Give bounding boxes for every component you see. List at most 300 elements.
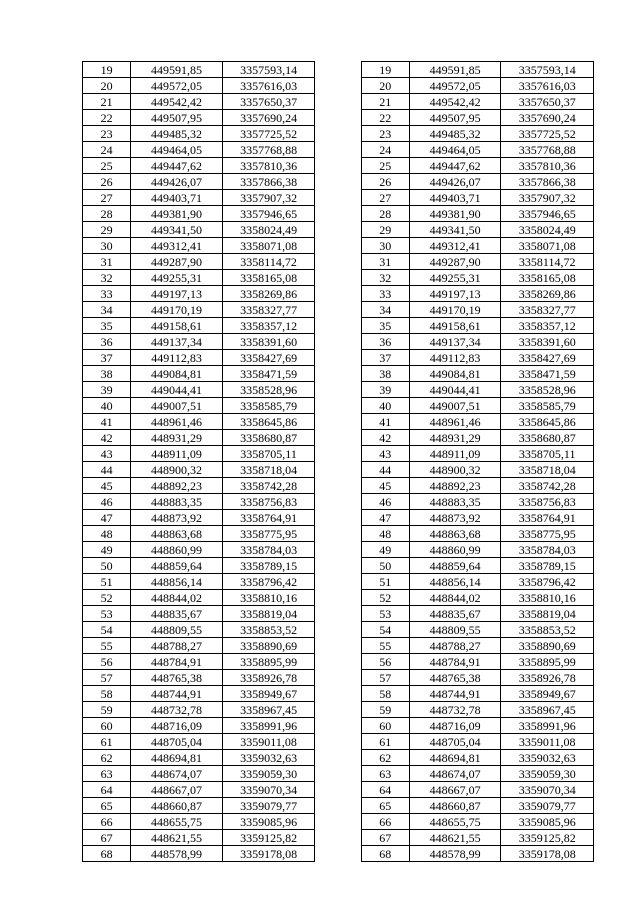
table-row (83, 222, 594, 238)
table-row (83, 478, 594, 494)
left-x-coordinate-cell: 448788,27 (131, 638, 223, 654)
left-point-number-cell: 39 (83, 382, 131, 398)
right-y-coordinate-cell: 3358024,49 (501, 222, 594, 238)
right-x-coordinate-cell: 449007,51 (409, 398, 501, 414)
left-point-number-cell: 51 (83, 574, 131, 590)
right-x-coordinate-cell: 448784,91 (409, 654, 501, 670)
table-row (83, 622, 594, 638)
right-y-coordinate-cell: 3358705,11 (501, 446, 594, 462)
right-x-coordinate-cell: 449485,32 (409, 126, 501, 142)
right-x-coordinate-cell: 449197,13 (409, 286, 501, 302)
left-x-coordinate-cell: 448873,92 (131, 510, 223, 526)
left-x-coordinate-cell: 448667,07 (131, 782, 223, 798)
left-y-coordinate-cell: 3358427,69 (222, 350, 315, 366)
right-x-coordinate-cell: 448931,29 (409, 430, 501, 446)
right-y-coordinate-cell: 3358926,78 (501, 670, 594, 686)
left-point-number-cell: 30 (83, 238, 131, 254)
column-gap (315, 286, 361, 302)
right-x-coordinate-cell: 448621,55 (409, 830, 501, 846)
table-row (83, 270, 594, 286)
left-x-coordinate-cell: 448621,55 (131, 830, 223, 846)
right-point-number-cell: 40 (361, 398, 409, 414)
table-row (83, 318, 594, 334)
column-gap (315, 494, 361, 510)
table-row (83, 814, 594, 830)
right-y-coordinate-cell: 3358949,67 (501, 686, 594, 702)
column-gap (315, 478, 361, 494)
right-x-coordinate-cell: 449170,19 (409, 302, 501, 318)
left-point-number-cell: 29 (83, 222, 131, 238)
left-y-coordinate-cell: 3357690,24 (222, 110, 315, 126)
left-y-coordinate-cell: 3359059,30 (222, 766, 315, 782)
column-gap (315, 526, 361, 542)
column-gap (315, 430, 361, 446)
column-gap (315, 318, 361, 334)
left-point-number-cell: 59 (83, 702, 131, 718)
column-gap (315, 302, 361, 318)
left-point-number-cell: 42 (83, 430, 131, 446)
right-x-coordinate-cell: 448961,46 (409, 414, 501, 430)
left-point-number-cell: 64 (83, 782, 131, 798)
table-row (83, 382, 594, 398)
table-row (83, 62, 594, 78)
left-y-coordinate-cell: 3359079,77 (222, 798, 315, 814)
right-y-coordinate-cell: 3357593,14 (501, 62, 594, 78)
left-point-number-cell: 56 (83, 654, 131, 670)
left-x-coordinate-cell: 449341,50 (131, 222, 223, 238)
column-gap (315, 206, 361, 222)
left-point-number-cell: 62 (83, 750, 131, 766)
table-row (83, 686, 594, 702)
column-gap (315, 670, 361, 686)
column-gap (315, 686, 361, 702)
table-row (83, 830, 594, 846)
right-point-number-cell: 64 (361, 782, 409, 798)
right-x-coordinate-cell: 449341,50 (409, 222, 501, 238)
right-point-number-cell: 35 (361, 318, 409, 334)
right-y-coordinate-cell: 3358585,79 (501, 398, 594, 414)
right-y-coordinate-cell: 3358114,72 (501, 254, 594, 270)
right-x-coordinate-cell: 448674,07 (409, 766, 501, 782)
left-y-coordinate-cell: 3358796,42 (222, 574, 315, 590)
right-x-coordinate-cell: 448694,81 (409, 750, 501, 766)
right-x-coordinate-cell: 448873,92 (409, 510, 501, 526)
right-point-number-cell: 66 (361, 814, 409, 830)
right-x-coordinate-cell: 449507,95 (409, 110, 501, 126)
right-x-coordinate-cell: 449287,90 (409, 254, 501, 270)
right-y-coordinate-cell: 3358853,52 (501, 622, 594, 638)
right-x-coordinate-cell: 449137,34 (409, 334, 501, 350)
left-y-coordinate-cell: 3359085,96 (222, 814, 315, 830)
column-gap (315, 446, 361, 462)
right-y-coordinate-cell: 3357690,24 (501, 110, 594, 126)
left-point-number-cell: 27 (83, 190, 131, 206)
right-y-coordinate-cell: 3359085,96 (501, 814, 594, 830)
right-point-number-cell: 34 (361, 302, 409, 318)
left-y-coordinate-cell: 3358391,60 (222, 334, 315, 350)
right-point-number-cell: 23 (361, 126, 409, 142)
right-point-number-cell: 58 (361, 686, 409, 702)
table-row (83, 430, 594, 446)
left-x-coordinate-cell: 449084,81 (131, 366, 223, 382)
right-point-number-cell: 21 (361, 94, 409, 110)
left-point-number-cell: 19 (83, 62, 131, 78)
right-point-number-cell: 54 (361, 622, 409, 638)
column-gap (315, 334, 361, 350)
right-y-coordinate-cell: 3357725,52 (501, 126, 594, 142)
right-point-number-cell: 39 (361, 382, 409, 398)
right-point-number-cell: 46 (361, 494, 409, 510)
right-point-number-cell: 38 (361, 366, 409, 382)
right-y-coordinate-cell: 3359032,63 (501, 750, 594, 766)
left-y-coordinate-cell: 3358528,96 (222, 382, 315, 398)
right-y-coordinate-cell: 3358071,08 (501, 238, 594, 254)
left-point-number-cell: 24 (83, 142, 131, 158)
table-row (83, 142, 594, 158)
right-point-number-cell: 26 (361, 174, 409, 190)
left-point-number-cell: 43 (83, 446, 131, 462)
right-x-coordinate-cell: 448863,68 (409, 526, 501, 542)
column-gap (315, 542, 361, 558)
left-x-coordinate-cell: 448716,09 (131, 718, 223, 734)
left-y-coordinate-cell: 3358718,04 (222, 462, 315, 478)
right-y-coordinate-cell: 3358991,96 (501, 718, 594, 734)
right-y-coordinate-cell: 3358775,95 (501, 526, 594, 542)
left-x-coordinate-cell: 449170,19 (131, 302, 223, 318)
left-point-number-cell: 33 (83, 286, 131, 302)
column-gap (315, 270, 361, 286)
right-y-coordinate-cell: 3358165,08 (501, 270, 594, 286)
column-gap (315, 830, 361, 846)
table-row (83, 286, 594, 302)
column-gap (315, 718, 361, 734)
left-point-number-cell: 47 (83, 510, 131, 526)
table-row (83, 846, 594, 862)
left-x-coordinate-cell: 448900,32 (131, 462, 223, 478)
table-row (83, 174, 594, 190)
right-y-coordinate-cell: 3358764,91 (501, 510, 594, 526)
right-point-number-cell: 53 (361, 606, 409, 622)
left-y-coordinate-cell: 3358071,08 (222, 238, 315, 254)
left-x-coordinate-cell: 448961,46 (131, 414, 223, 430)
right-x-coordinate-cell: 448705,04 (409, 734, 501, 750)
right-x-coordinate-cell: 448900,32 (409, 462, 501, 478)
left-y-coordinate-cell: 3358853,52 (222, 622, 315, 638)
left-point-number-cell: 25 (83, 158, 131, 174)
right-x-coordinate-cell: 448744,91 (409, 686, 501, 702)
right-point-number-cell: 32 (361, 270, 409, 286)
table-row (83, 334, 594, 350)
table-row (83, 190, 594, 206)
table-row (83, 766, 594, 782)
column-gap (315, 254, 361, 270)
left-x-coordinate-cell: 448911,09 (131, 446, 223, 462)
left-x-coordinate-cell: 448694,81 (131, 750, 223, 766)
right-point-number-cell: 52 (361, 590, 409, 606)
right-point-number-cell: 48 (361, 526, 409, 542)
left-y-coordinate-cell: 3358967,45 (222, 702, 315, 718)
column-gap (315, 222, 361, 238)
left-point-number-cell: 20 (83, 78, 131, 94)
table-row (83, 526, 594, 542)
left-point-number-cell: 45 (83, 478, 131, 494)
left-point-number-cell: 65 (83, 798, 131, 814)
right-y-coordinate-cell: 3358784,03 (501, 542, 594, 558)
left-x-coordinate-cell: 448744,91 (131, 686, 223, 702)
right-y-coordinate-cell: 3357616,03 (501, 78, 594, 94)
right-y-coordinate-cell: 3358756,83 (501, 494, 594, 510)
left-x-coordinate-cell: 448765,38 (131, 670, 223, 686)
left-y-coordinate-cell: 3357650,37 (222, 94, 315, 110)
left-point-number-cell: 52 (83, 590, 131, 606)
right-point-number-cell: 37 (361, 350, 409, 366)
table-row (83, 414, 594, 430)
right-y-coordinate-cell: 3359079,77 (501, 798, 594, 814)
right-x-coordinate-cell: 448660,87 (409, 798, 501, 814)
right-y-coordinate-cell: 3358789,15 (501, 558, 594, 574)
right-x-coordinate-cell: 448835,67 (409, 606, 501, 622)
right-x-coordinate-cell: 449447,62 (409, 158, 501, 174)
left-y-coordinate-cell: 3358327,77 (222, 302, 315, 318)
right-x-coordinate-cell: 448892,23 (409, 478, 501, 494)
left-point-number-cell: 34 (83, 302, 131, 318)
left-y-coordinate-cell: 3357946,65 (222, 206, 315, 222)
left-y-coordinate-cell: 3358269,86 (222, 286, 315, 302)
left-x-coordinate-cell: 448655,75 (131, 814, 223, 830)
left-point-number-cell: 26 (83, 174, 131, 190)
left-x-coordinate-cell: 449044,41 (131, 382, 223, 398)
left-x-coordinate-cell: 448784,91 (131, 654, 223, 670)
left-y-coordinate-cell: 3358784,03 (222, 542, 315, 558)
left-x-coordinate-cell: 449112,83 (131, 350, 223, 366)
table-row (83, 158, 594, 174)
left-y-coordinate-cell: 3358585,79 (222, 398, 315, 414)
column-gap (315, 574, 361, 590)
left-x-coordinate-cell: 449507,95 (131, 110, 223, 126)
right-x-coordinate-cell: 448809,55 (409, 622, 501, 638)
left-y-coordinate-cell: 3357768,88 (222, 142, 315, 158)
table-row (83, 94, 594, 110)
right-x-coordinate-cell: 448883,35 (409, 494, 501, 510)
right-x-coordinate-cell: 448911,09 (409, 446, 501, 462)
right-point-number-cell: 28 (361, 206, 409, 222)
right-point-number-cell: 43 (361, 446, 409, 462)
left-x-coordinate-cell: 448674,07 (131, 766, 223, 782)
right-x-coordinate-cell: 448860,99 (409, 542, 501, 558)
left-y-coordinate-cell: 3358024,49 (222, 222, 315, 238)
left-y-coordinate-cell: 3359178,08 (222, 846, 315, 862)
right-point-number-cell: 49 (361, 542, 409, 558)
column-gap (315, 62, 361, 78)
left-x-coordinate-cell: 449137,34 (131, 334, 223, 350)
table-row (83, 462, 594, 478)
column-gap (315, 782, 361, 798)
table-row (83, 446, 594, 462)
right-point-number-cell: 45 (361, 478, 409, 494)
table-row (83, 510, 594, 526)
left-x-coordinate-cell: 448856,14 (131, 574, 223, 590)
right-y-coordinate-cell: 3358742,28 (501, 478, 594, 494)
left-x-coordinate-cell: 449572,05 (131, 78, 223, 94)
left-y-coordinate-cell: 3359011,08 (222, 734, 315, 750)
right-y-coordinate-cell: 3358391,60 (501, 334, 594, 350)
left-x-coordinate-cell: 449403,71 (131, 190, 223, 206)
table-row (83, 558, 594, 574)
left-y-coordinate-cell: 3357593,14 (222, 62, 315, 78)
left-x-coordinate-cell: 448859,64 (131, 558, 223, 574)
left-x-coordinate-cell: 448931,29 (131, 430, 223, 446)
right-x-coordinate-cell: 448844,02 (409, 590, 501, 606)
left-x-coordinate-cell: 448860,99 (131, 542, 223, 558)
left-y-coordinate-cell: 3358775,95 (222, 526, 315, 542)
left-point-number-cell: 57 (83, 670, 131, 686)
left-point-number-cell: 55 (83, 638, 131, 654)
left-point-number-cell: 32 (83, 270, 131, 286)
right-point-number-cell: 61 (361, 734, 409, 750)
left-x-coordinate-cell: 449287,90 (131, 254, 223, 270)
column-gap (315, 814, 361, 830)
column-gap (315, 174, 361, 190)
left-x-coordinate-cell: 448578,99 (131, 846, 223, 862)
right-y-coordinate-cell: 3358528,96 (501, 382, 594, 398)
right-point-number-cell: 33 (361, 286, 409, 302)
column-gap (315, 734, 361, 750)
left-x-coordinate-cell: 448705,04 (131, 734, 223, 750)
right-point-number-cell: 59 (361, 702, 409, 718)
right-point-number-cell: 22 (361, 110, 409, 126)
left-point-number-cell: 28 (83, 206, 131, 222)
left-point-number-cell: 53 (83, 606, 131, 622)
left-point-number-cell: 36 (83, 334, 131, 350)
left-point-number-cell: 44 (83, 462, 131, 478)
right-point-number-cell: 56 (361, 654, 409, 670)
column-gap (315, 94, 361, 110)
left-y-coordinate-cell: 3358819,04 (222, 606, 315, 622)
table-row (83, 366, 594, 382)
right-x-coordinate-cell: 449572,05 (409, 78, 501, 94)
right-point-number-cell: 67 (361, 830, 409, 846)
right-y-coordinate-cell: 3358327,77 (501, 302, 594, 318)
right-x-coordinate-cell: 448716,09 (409, 718, 501, 734)
left-y-coordinate-cell: 3359125,82 (222, 830, 315, 846)
left-y-coordinate-cell: 3357907,32 (222, 190, 315, 206)
table-row (83, 542, 594, 558)
table-row (83, 238, 594, 254)
table-row (83, 350, 594, 366)
table-row (83, 702, 594, 718)
left-x-coordinate-cell: 448863,68 (131, 526, 223, 542)
column-gap (315, 350, 361, 366)
column-gap (315, 622, 361, 638)
left-x-coordinate-cell: 449542,42 (131, 94, 223, 110)
left-y-coordinate-cell: 3358764,91 (222, 510, 315, 526)
left-point-number-cell: 22 (83, 110, 131, 126)
right-y-coordinate-cell: 3358796,42 (501, 574, 594, 590)
right-y-coordinate-cell: 3359070,34 (501, 782, 594, 798)
right-y-coordinate-cell: 3357907,32 (501, 190, 594, 206)
right-point-number-cell: 20 (361, 78, 409, 94)
left-point-number-cell: 48 (83, 526, 131, 542)
left-x-coordinate-cell: 448844,02 (131, 590, 223, 606)
table-row (83, 78, 594, 94)
right-y-coordinate-cell: 3359178,08 (501, 846, 594, 862)
left-point-number-cell: 61 (83, 734, 131, 750)
left-point-number-cell: 38 (83, 366, 131, 382)
right-y-coordinate-cell: 3357650,37 (501, 94, 594, 110)
right-x-coordinate-cell: 449426,07 (409, 174, 501, 190)
left-x-coordinate-cell: 449447,62 (131, 158, 223, 174)
left-point-number-cell: 21 (83, 94, 131, 110)
table-row (83, 254, 594, 270)
left-x-coordinate-cell: 449007,51 (131, 398, 223, 414)
table-row (83, 750, 594, 766)
right-y-coordinate-cell: 3358645,86 (501, 414, 594, 430)
right-point-number-cell: 68 (361, 846, 409, 862)
right-x-coordinate-cell: 448732,78 (409, 702, 501, 718)
table-row (83, 206, 594, 222)
right-y-coordinate-cell: 3357866,38 (501, 174, 594, 190)
coordinate-table (82, 61, 594, 862)
left-y-coordinate-cell: 3359032,63 (222, 750, 315, 766)
right-x-coordinate-cell: 448578,99 (409, 846, 501, 862)
right-point-number-cell: 47 (361, 510, 409, 526)
column-gap (315, 366, 361, 382)
left-point-number-cell: 35 (83, 318, 131, 334)
column-gap (315, 190, 361, 206)
left-point-number-cell: 68 (83, 846, 131, 862)
left-x-coordinate-cell: 448809,55 (131, 622, 223, 638)
column-gap (315, 638, 361, 654)
right-y-coordinate-cell: 3358471,59 (501, 366, 594, 382)
right-y-coordinate-cell: 3359125,82 (501, 830, 594, 846)
column-gap (315, 846, 361, 862)
right-x-coordinate-cell: 449084,81 (409, 366, 501, 382)
right-point-number-cell: 24 (361, 142, 409, 158)
column-gap (315, 110, 361, 126)
right-point-number-cell: 36 (361, 334, 409, 350)
column-gap (315, 78, 361, 94)
right-point-number-cell: 41 (361, 414, 409, 430)
right-point-number-cell: 31 (361, 254, 409, 270)
left-x-coordinate-cell: 449485,32 (131, 126, 223, 142)
right-x-coordinate-cell: 448859,64 (409, 558, 501, 574)
column-gap (315, 462, 361, 478)
right-x-coordinate-cell: 449112,83 (409, 350, 501, 366)
left-y-coordinate-cell: 3358471,59 (222, 366, 315, 382)
left-y-coordinate-cell: 3358789,15 (222, 558, 315, 574)
left-x-coordinate-cell: 449464,05 (131, 142, 223, 158)
right-y-coordinate-cell: 3358895,99 (501, 654, 594, 670)
table-row (83, 590, 594, 606)
right-y-coordinate-cell: 3357946,65 (501, 206, 594, 222)
right-y-coordinate-cell: 3358269,86 (501, 286, 594, 302)
left-x-coordinate-cell: 449312,41 (131, 238, 223, 254)
left-y-coordinate-cell: 3358114,72 (222, 254, 315, 270)
right-y-coordinate-cell: 3358680,87 (501, 430, 594, 446)
left-x-coordinate-cell: 448883,35 (131, 494, 223, 510)
left-point-number-cell: 46 (83, 494, 131, 510)
right-y-coordinate-cell: 3358427,69 (501, 350, 594, 366)
left-x-coordinate-cell: 448660,87 (131, 798, 223, 814)
table-row (83, 302, 594, 318)
right-point-number-cell: 44 (361, 462, 409, 478)
table-row (83, 670, 594, 686)
left-y-coordinate-cell: 3358991,96 (222, 718, 315, 734)
left-point-number-cell: 49 (83, 542, 131, 558)
right-y-coordinate-cell: 3358810,16 (501, 590, 594, 606)
left-x-coordinate-cell: 448892,23 (131, 478, 223, 494)
right-y-coordinate-cell: 3357810,36 (501, 158, 594, 174)
